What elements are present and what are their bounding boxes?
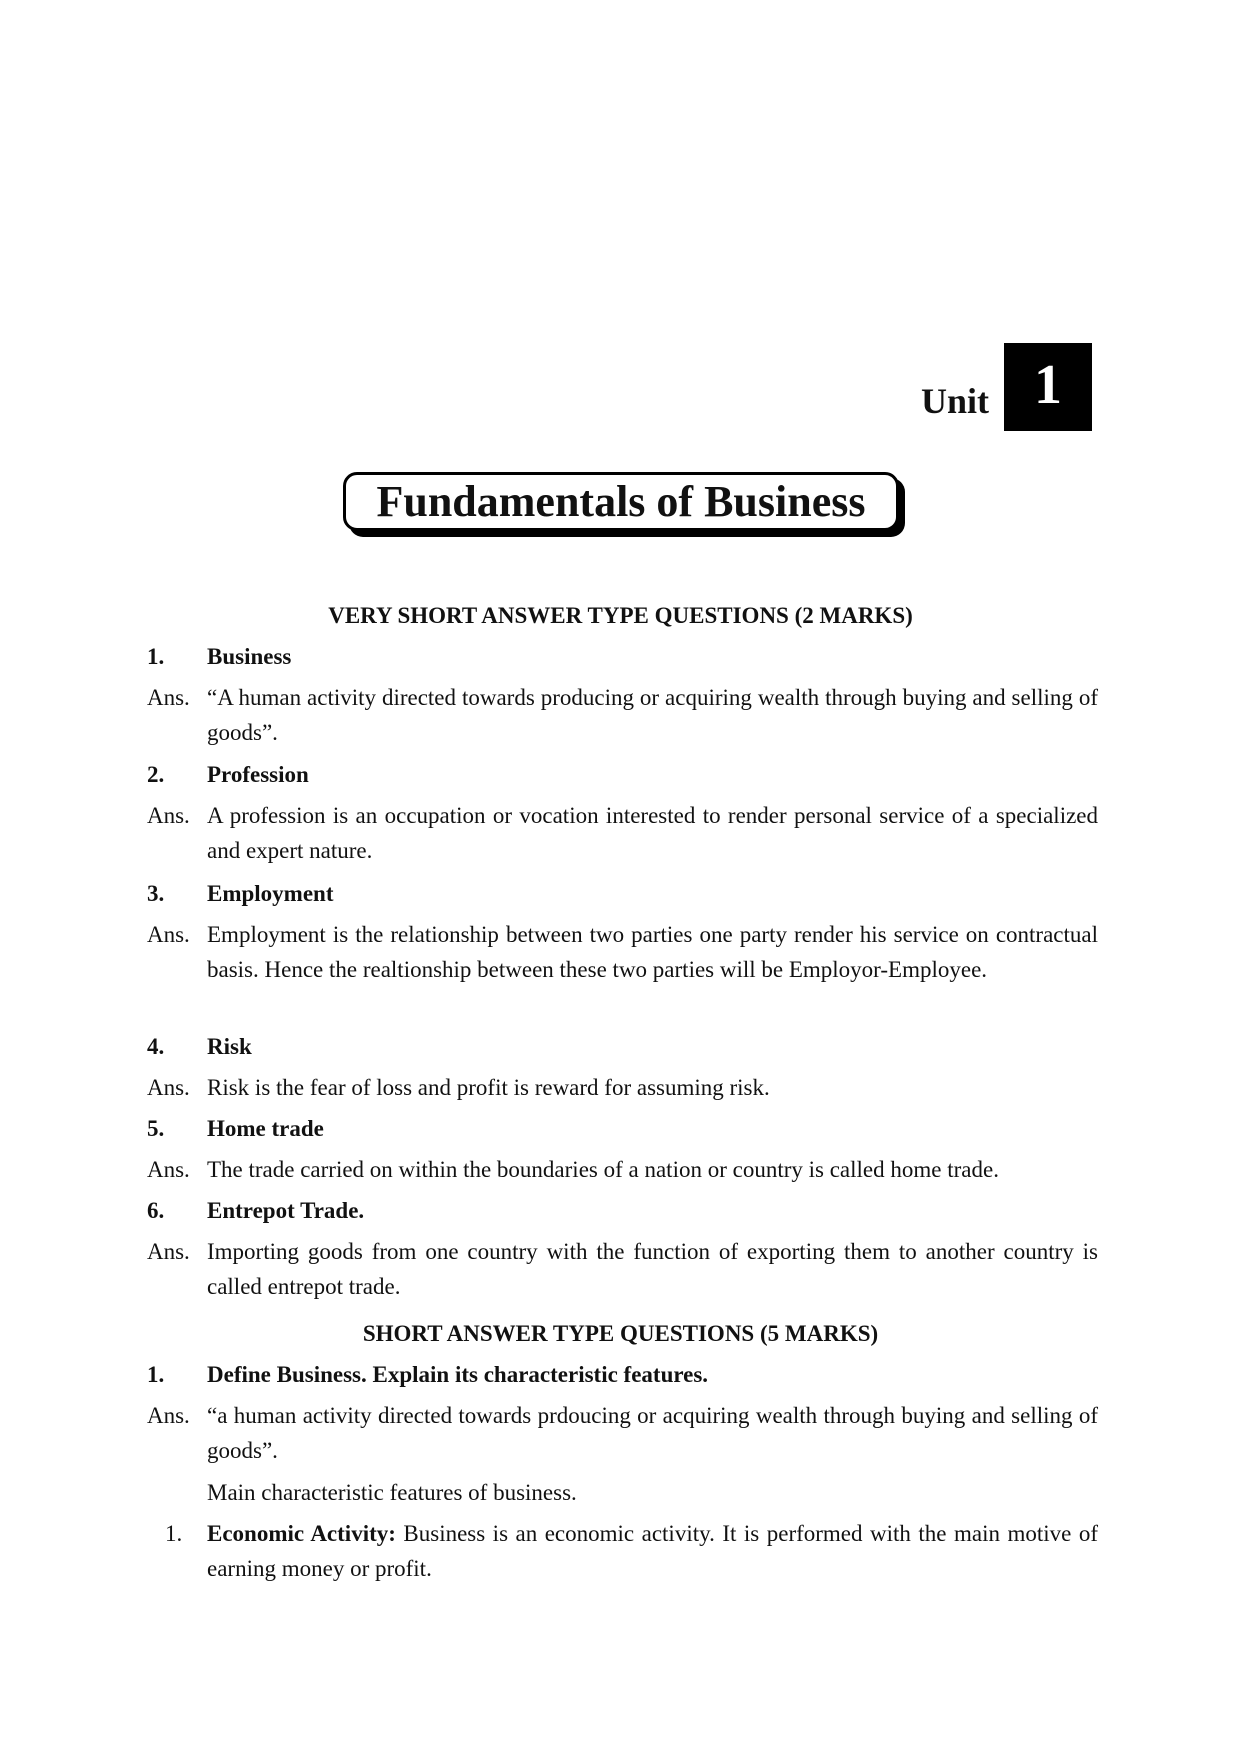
answer-text: “a human activity directed towards prdoucing or acquiring wealth through buying and selling of goods”. xyxy=(207,1403,1098,1463)
feature-number: 1. xyxy=(165,1521,183,1546)
question-number: 4. xyxy=(147,1034,165,1059)
unit-header xyxy=(921,343,1092,431)
chapter-title-frame xyxy=(343,472,899,531)
question-heading xyxy=(147,645,291,668)
answer-block xyxy=(147,1070,1098,1105)
answer-block xyxy=(147,680,1098,750)
answer-label: Ans. xyxy=(147,685,190,710)
question-text: Home trade xyxy=(207,1116,324,1141)
question-text: Entrepot Trade. xyxy=(207,1198,365,1223)
answer-label: Ans. xyxy=(147,1403,190,1428)
unit-number-badge: 1 xyxy=(1004,343,1092,431)
answer-text: Employment is the relationship between two parties one party render his service on contractual basis. Hence the realtionship between these two parties will be Employor-Employee. xyxy=(207,922,1098,982)
very-short-heading: VERY SHORT ANSWER TYPE QUESTIONS (2 MARKS) xyxy=(328,603,913,628)
question-number: 2. xyxy=(147,762,165,787)
features-intro: Main characteristic features of business. xyxy=(207,1480,577,1505)
chapter-title: Fundamentals of Business xyxy=(343,472,899,531)
question-text: Profession xyxy=(207,762,309,787)
answer-text: A profession is an occupation or vocation interested to render personal service of a specialized and expert nature. xyxy=(207,803,1098,863)
question-number: 1. xyxy=(147,1362,165,1387)
answer-text: Risk is the fear of loss and profit is reward for assuming risk. xyxy=(207,1075,770,1100)
answer-label: Ans. xyxy=(147,1157,190,1182)
feature-text xyxy=(207,1516,1098,1586)
question-text: Risk xyxy=(207,1034,252,1059)
answer-text: The trade carried on within the boundaries of a nation or country is called home trade. xyxy=(207,1157,999,1182)
question-number: 6. xyxy=(147,1198,165,1223)
question-heading xyxy=(147,882,334,905)
answer-block xyxy=(147,1152,1098,1187)
answer-label: Ans. xyxy=(147,1239,190,1264)
question-heading xyxy=(147,763,309,786)
question-number: 5. xyxy=(147,1116,165,1141)
feature-term: Economic Activity: xyxy=(207,1521,396,1546)
answer-text: Importing goods from one country with the function of exporting them to another country is called entrepot trade. xyxy=(207,1239,1098,1299)
unit-label: Unit xyxy=(920,381,989,421)
feature-description: Business is an economic activity. It is performed with the main motive of earning money or profit. xyxy=(207,1521,1099,1581)
answer-label: Ans. xyxy=(147,1075,190,1100)
question-heading xyxy=(147,1117,324,1140)
answer-label: Ans. xyxy=(147,803,190,828)
answer-text: “A human activity directed towards producing or acquiring wealth through buying and selling of goods”. xyxy=(207,685,1098,745)
answer-block xyxy=(147,798,1098,868)
question-heading xyxy=(147,1363,708,1386)
feature-item xyxy=(165,1516,1098,1586)
question-heading xyxy=(147,1035,252,1058)
question-heading xyxy=(147,1199,364,1222)
question-text: Define Business. Explain its characteristic features. xyxy=(207,1362,709,1387)
answer-block xyxy=(147,1398,1098,1468)
answer-label: Ans. xyxy=(147,922,190,947)
answer-block xyxy=(147,917,1098,987)
answer-block xyxy=(147,1234,1098,1304)
question-number: 1. xyxy=(147,644,165,669)
question-text: Business xyxy=(207,644,292,669)
short-answer-heading: SHORT ANSWER TYPE QUESTIONS (5 MARKS) xyxy=(362,1321,879,1346)
question-text: Employment xyxy=(207,881,334,906)
question-number: 3. xyxy=(147,881,165,906)
